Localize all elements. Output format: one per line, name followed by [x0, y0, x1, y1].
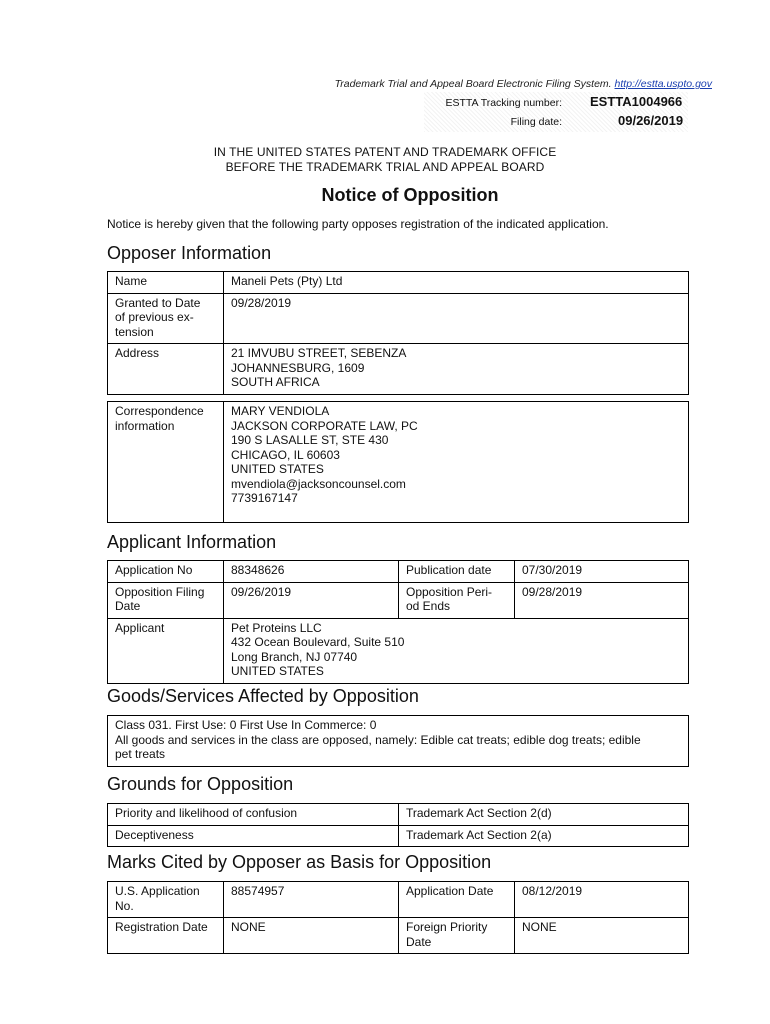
table-row: [108, 716, 689, 767]
marks-heading: Marks Cited by Opposer as Basis for Opposition: [107, 852, 492, 872]
tracking-number: ESTTA1004966: [590, 94, 683, 109]
foreign-priority-value: NONE: [515, 918, 689, 954]
correspondence-value: MARY VENDIOLA JACKSON CORPORATE LAW, PC 190 S LASALLE ST, STE 430 CHICAGO, IL 60603 UNITED STATES mvendiola@jacksoncounsel.com 7739167147: [224, 402, 689, 523]
filing-date-row: [424, 113, 688, 131]
office-line-2: BEFORE THE TRADEMARK TRIAL AND APPEAL BOARD: [225, 160, 545, 174]
table-row: [108, 293, 689, 344]
name-value: Maneli Pets (Pty) Ltd: [224, 272, 689, 294]
office-line-1: IN THE UNITED STATES PATENT AND TRADEMARK OFFICE: [213, 145, 557, 159]
app-no-label: Application No: [108, 561, 224, 583]
ground-1: Priority and likelihood of confusion: [108, 804, 399, 826]
filing-system-line: [335, 78, 712, 90]
intro-text: Notice is hereby given that the following party opposes registration of the indicated application.: [107, 217, 609, 231]
reg-date-value: NONE: [224, 918, 399, 954]
correspondence-table: [107, 401, 689, 523]
table-row: [108, 618, 689, 683]
estta-link[interactable]: http://estta.uspto.gov: [614, 78, 712, 90]
tracking-box: [424, 92, 688, 132]
filing-system-text: Trademark Trial and Appeal Board Electronic Filing System.: [334, 78, 612, 90]
opp-period-value: 09/28/2019: [515, 582, 689, 618]
filing-date-label: Filing date:: [510, 116, 562, 128]
applicant-table: [107, 560, 689, 684]
table-row: [108, 582, 689, 618]
foreign-priority-label: Foreign Priority Date: [399, 918, 515, 954]
table-row: [108, 804, 689, 826]
applicant-value: Pet Proteins LLC 432 Ocean Boulevard, Suite 510 Long Branch, NJ 07740 UNITED STATES: [224, 618, 689, 683]
grounds-heading: Grounds for Opposition: [107, 774, 294, 794]
table-row: [108, 344, 689, 395]
applicant-label: Applicant: [108, 618, 224, 683]
tracking-row: [424, 94, 688, 112]
address-label: Address: [108, 344, 224, 395]
reg-date-label: Registration Date: [108, 918, 224, 954]
pub-date-value: 07/30/2019: [515, 561, 689, 583]
ground-2: Deceptiveness: [108, 825, 399, 847]
goods-table: [107, 715, 689, 767]
granted-label: Granted to Date of previous ex- tension: [108, 293, 224, 344]
correspondence-label: Correspondence information: [108, 402, 224, 523]
app-date-label: Application Date: [399, 882, 515, 918]
goods-heading: Goods/Services Affected by Opposition: [107, 686, 419, 706]
table-row: [108, 882, 689, 918]
opposer-heading: Opposer Information: [107, 243, 272, 263]
app-no-value: 88348626: [224, 561, 399, 583]
opp-filing-label: Opposition Filing Date: [108, 582, 224, 618]
ground-2-section: Trademark Act Section 2(a): [399, 825, 689, 847]
marks-table: [107, 881, 689, 954]
table-row: [108, 272, 689, 294]
applicant-heading: Applicant Information: [107, 532, 277, 552]
granted-value: 09/28/2019: [224, 293, 689, 344]
table-row: [108, 918, 689, 954]
us-app-label: U.S. Application No.: [108, 882, 224, 918]
tracking-label: ESTTA Tracking number:: [445, 97, 562, 109]
opposer-table: [107, 271, 689, 395]
us-app-value: 88574957: [224, 882, 399, 918]
opp-filing-value: 09/26/2019: [224, 582, 399, 618]
table-row: [108, 825, 689, 847]
pub-date-label: Publication date: [399, 561, 515, 583]
app-date-value: 08/12/2019: [515, 882, 689, 918]
name-label: Name: [108, 272, 224, 294]
ground-1-section: Trademark Act Section 2(d): [399, 804, 689, 826]
opp-period-label: Opposition Peri- od Ends: [399, 582, 515, 618]
address-value: 21 IMVUBU STREET, SEBENZA JOHANNESBURG, 1609 SOUTH AFRICA: [224, 344, 689, 395]
grounds-table: [107, 803, 689, 847]
filing-date-value: 09/26/2019: [618, 113, 684, 128]
goods-text: Class 031. First Use: 0 First Use In Commerce: 0 All goods and services in the class are opposed, namely: Edible cat treats; edible dog treats; edible pet treats: [108, 716, 689, 767]
page-title: Notice of Opposition: [321, 185, 499, 205]
table-row: [108, 561, 689, 583]
table-row: [108, 402, 689, 523]
